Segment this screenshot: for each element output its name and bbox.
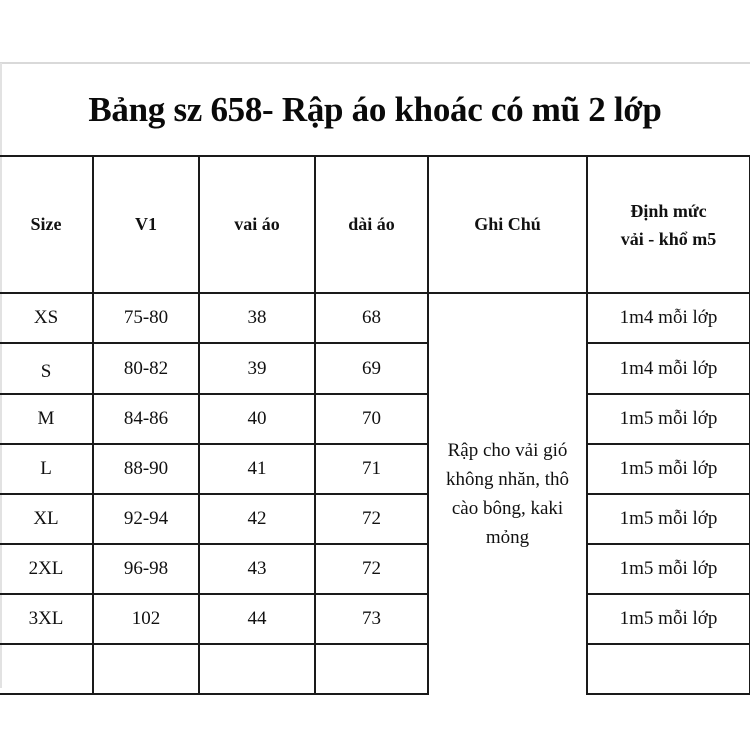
header-row	[0, 156, 750, 293]
header-dinh-muc-line1: Định mức	[630, 200, 707, 221]
cell-v1: 80-82	[93, 343, 199, 394]
cell-size: S	[0, 343, 93, 394]
cell-dai-ao: 68	[315, 293, 428, 343]
table-row	[0, 494, 750, 544]
cell-vai-ao: 43	[199, 544, 315, 594]
page-title: Bảng sz 658- Rập áo khoác có mũ 2 lớp	[88, 90, 662, 129]
cell-empty	[587, 644, 750, 694]
cell-dinh-muc: 1m5 mỗi lớp	[587, 544, 750, 594]
cell-vai-ao: 40	[199, 394, 315, 444]
cell-dai-ao: 72	[315, 494, 428, 544]
cell-dinh-muc: 1m5 mỗi lớp	[587, 594, 750, 644]
cell-dai-ao: 71	[315, 444, 428, 494]
cell-v1: 88-90	[93, 444, 199, 494]
cell-dai-ao: 70	[315, 394, 428, 444]
cell-dinh-muc: 1m5 mỗi lớp	[587, 494, 750, 544]
table-row	[0, 594, 750, 644]
header-dinh-muc-line2: vải - khổ m5	[620, 228, 717, 249]
cell-empty	[199, 644, 315, 694]
cell-empty	[0, 644, 93, 694]
cell-size: M	[0, 394, 93, 444]
table-row	[0, 293, 750, 343]
cell-dai-ao: 69	[315, 343, 428, 394]
cell-size: XL	[0, 494, 93, 544]
cell-v1: 102	[93, 594, 199, 644]
cell-v1: 84-86	[93, 394, 199, 444]
header-dinh-muc	[587, 156, 750, 293]
cell-size: 3XL	[0, 594, 93, 644]
note-text: Rập cho vải gió không nhăn, thô cào bông, kaki mỏng	[446, 440, 569, 548]
table-row	[0, 343, 750, 394]
cell-vai-ao: 38	[199, 293, 315, 343]
cell-vai-ao: 44	[199, 594, 315, 644]
cell-v1: 96-98	[93, 544, 199, 594]
cell-dinh-muc: 1m5 mỗi lớp	[587, 444, 750, 494]
cell-dinh-muc: 1m5 mỗi lớp	[587, 394, 750, 444]
cell-v1: 75-80	[93, 293, 199, 343]
header-size: Size	[0, 156, 93, 293]
cell-dinh-muc: 1m4 mỗi lớp	[587, 293, 750, 343]
cell-vai-ao: 39	[199, 343, 315, 394]
header-v1: V1	[93, 156, 199, 293]
cell-empty	[93, 644, 199, 694]
header-dai-ao: dài áo	[315, 156, 428, 293]
table-row	[0, 544, 750, 594]
cell-size: 2XL	[0, 544, 93, 594]
table-row	[0, 444, 750, 494]
table-row-empty	[0, 644, 750, 694]
cell-dai-ao: 73	[315, 594, 428, 644]
cell-vai-ao: 42	[199, 494, 315, 544]
cell-vai-ao: 41	[199, 444, 315, 494]
cell-v1: 92-94	[93, 494, 199, 544]
size-chart-table	[0, 155, 750, 695]
cell-size: L	[0, 444, 93, 494]
cell-size: XS	[0, 293, 93, 343]
top-divider	[0, 62, 750, 64]
header-vai-ao: vai áo	[199, 156, 315, 293]
table-row	[0, 394, 750, 444]
cell-empty	[315, 644, 428, 694]
cell-dinh-muc: 1m4 mỗi lớp	[587, 343, 750, 394]
cell-ghi-chu	[428, 293, 587, 694]
header-ghi-chu: Ghi Chú	[428, 156, 587, 293]
cell-dai-ao: 72	[315, 544, 428, 594]
